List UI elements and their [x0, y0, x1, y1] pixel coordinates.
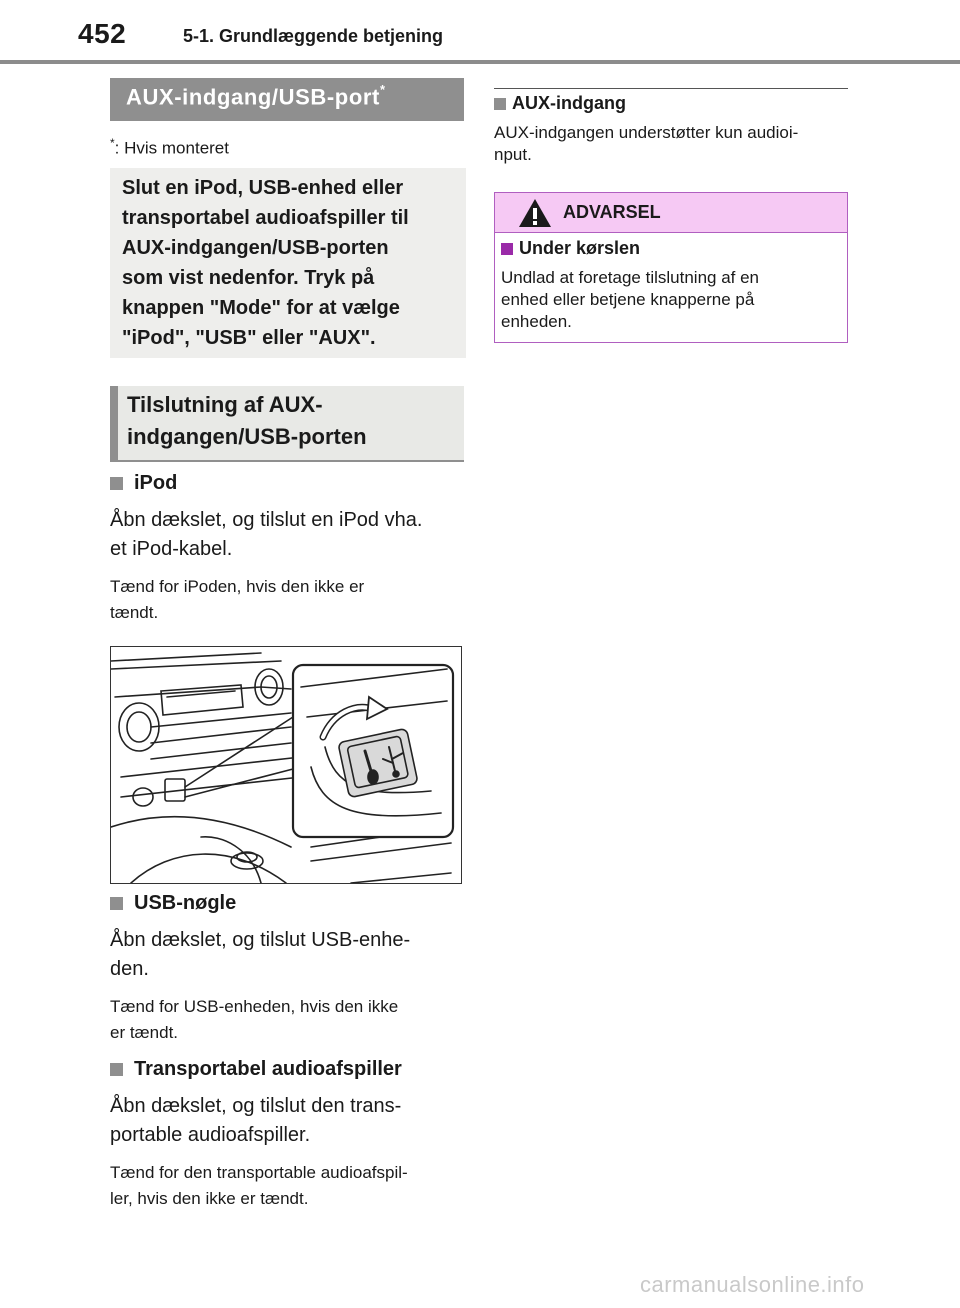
ipod-note-line: Tænd for iPoden, hvis den ikke er: [110, 577, 365, 596]
page-number: 452: [78, 18, 127, 49]
section-title: AUX-indgang/USB-port: [126, 84, 380, 110]
subsection-line: Tilslutning af AUX-: [127, 392, 323, 417]
warning-subheading: [501, 238, 640, 259]
usb-note: [110, 994, 466, 1046]
portable-body: [110, 1092, 466, 1150]
warning-body: [501, 267, 831, 333]
instruction-line: transportabel audioafspiller til: [122, 207, 409, 229]
ipod-body-line: et iPod-kabel.: [110, 538, 233, 560]
portable-body-line: Åbn dækslet, og tilslut den trans-: [110, 1095, 402, 1117]
portable-body-line: portable audioafspiller.: [110, 1124, 311, 1146]
warning-box: [494, 192, 848, 343]
chapter-title: 5-1. Grundlæggende betjening: [183, 26, 444, 46]
warning-body-line: enheden.: [501, 312, 572, 331]
bullet-square-icon: [110, 897, 123, 910]
section-title-bar: [110, 78, 464, 121]
ipod-heading-text: iPod: [134, 472, 178, 494]
warning-body-line: enhed eller betjene knapperne på: [501, 290, 755, 309]
aux-body: [494, 122, 850, 166]
instruction-line: som vist nedenfor. Tryk på: [122, 267, 375, 289]
portable-note: [110, 1160, 466, 1212]
watermark: carmanualsonline.info: [640, 1272, 865, 1297]
warning-triangle-icon: [517, 197, 553, 229]
subsection-line: indgangen/USB-porten: [127, 424, 367, 449]
aux-body-line: AUX-indgangen understøtter kun audioi-: [494, 123, 799, 142]
instruction-line: Slut en iPod, USB-enhed eller: [122, 177, 404, 199]
ipod-body: [110, 506, 466, 564]
bullet-square-icon: [110, 1063, 123, 1076]
bullet-square-icon: [494, 98, 506, 110]
instruction-line: knappen "Mode" for at vælge: [122, 297, 400, 319]
bullet-square-icon: [110, 477, 123, 490]
usb-heading-text: USB-nøgle: [134, 892, 237, 914]
footnote-text: : Hvis monteret: [114, 138, 229, 158]
header-rule: [0, 60, 960, 64]
right-rule: [494, 88, 848, 89]
usb-body-line: den.: [110, 958, 149, 980]
portable-heading-text: Transportabel audioafspiller: [134, 1058, 402, 1080]
usb-body-line: Åbn dækslet, og tilslut USB-enhe-: [110, 929, 411, 951]
ipod-heading: [110, 472, 177, 495]
aux-heading-text: AUX-indgang: [512, 93, 626, 113]
instruction-box: [110, 168, 466, 358]
warning-title: ADVARSEL: [563, 202, 661, 222]
portable-heading: [110, 1058, 402, 1081]
footnote: [110, 136, 229, 159]
subsection-heading: [110, 386, 464, 462]
usb-body: [110, 926, 466, 984]
ipod-body-line: Åbn dækslet, og tilslut en iPod vha.: [110, 509, 423, 531]
console-illustration: [110, 646, 462, 884]
footnote-mark: *: [110, 136, 115, 150]
ipod-note-line: tændt.: [110, 603, 159, 622]
instruction-line: "iPod", "USB" eller "AUX".: [122, 327, 376, 349]
bullet-square-icon: [501, 243, 513, 255]
portable-note-line: Tænd for den transportable audioafspil-: [110, 1163, 408, 1182]
section-title-mark: *: [379, 82, 386, 97]
warning-subheading-text: Under kørslen: [519, 238, 641, 258]
usb-heading: [110, 892, 236, 915]
aux-heading: [494, 93, 626, 114]
console-drawing: [111, 647, 461, 883]
warning-body-line: Undlad at foretage tilslutning af en: [501, 268, 760, 287]
aux-body-line: nput.: [494, 145, 532, 164]
instruction-line: AUX-indgangen/USB-porten: [122, 237, 389, 259]
usb-note-line: er tændt.: [110, 1023, 179, 1042]
ipod-note: [110, 574, 466, 626]
warning-header: [495, 193, 847, 233]
usb-note-line: Tænd for USB-enheden, hvis den ikke: [110, 997, 399, 1016]
portable-note-line: ler, hvis den ikke er tændt.: [110, 1189, 309, 1208]
